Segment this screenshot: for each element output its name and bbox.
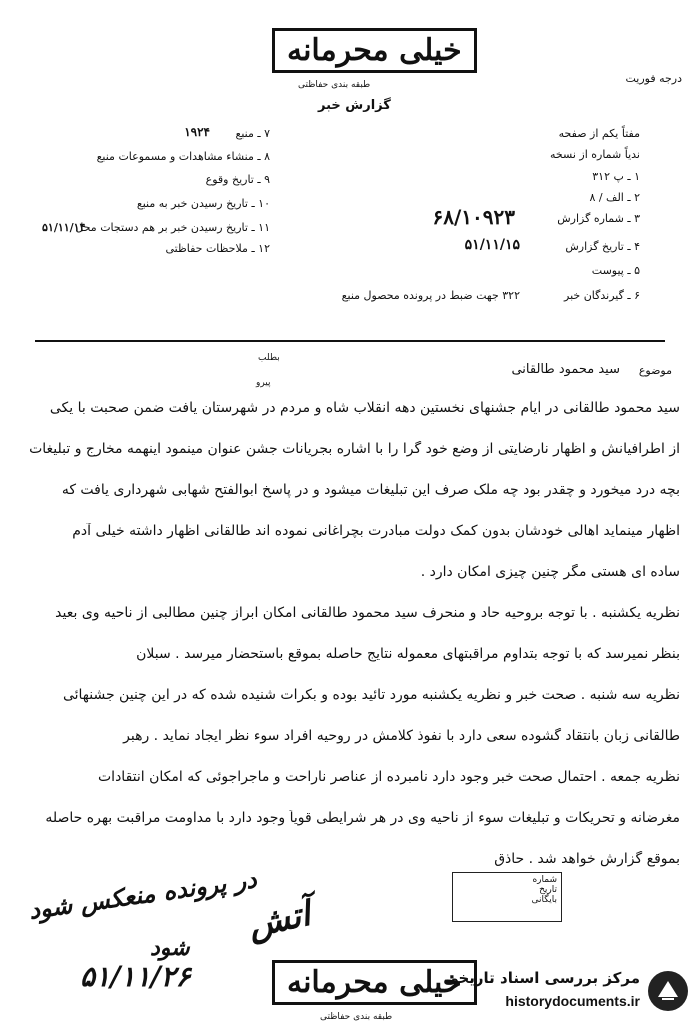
field-local-received-value: ۵۱/۱۱/۱۴ — [42, 221, 86, 234]
body-line: مغرضانه و تحریکات و تبلیغات سوء از ناحیه وی در هر شرایطی قویاً وجود دارد با مداومت مراقبت بهره حاصله — [45, 810, 680, 826]
body-line: اظهار مینماید اهالی خودشان بدون کمک دولت مبادرت بچراغانی نموده اند طالقانی اظهار داشته خیلی آدم — [72, 523, 680, 539]
classification-stamp-bottom-sub: طبقه بندی حفاظتی — [320, 1012, 393, 1022]
handwritten-date: ۵۱/۱۱/۲۶ — [80, 960, 191, 993]
subject-label: موضوع — [638, 364, 672, 377]
handwritten-note-line2: شود — [150, 935, 190, 961]
body-line: ساده ای هستی مگر چنین چیزی امکان دارد . — [420, 564, 680, 580]
field-report-date-label: ۴ ـ تاریخ گزارش — [565, 240, 640, 253]
body-line: از اطرافیانش و اظهار نارضایتی از وضع خود گرا را با اشاره بجریانات جشن عنوان مینمود اینهمه مخارج و تبلیغات — [29, 441, 680, 457]
document-title: گزارش خبر — [318, 98, 391, 113]
field-page: مفتاً یکم از صفحه — [558, 127, 640, 140]
received-stamp — [452, 872, 562, 922]
field-code-2: ۲ ـ الف / ۸ — [589, 191, 640, 204]
urgency-label: درجه فوریت — [625, 72, 682, 85]
field-recipients-value: ۳۲۲ جهت ضبط در پرونده محصول منبع — [341, 289, 520, 302]
header-divider — [35, 340, 665, 342]
received-stamp-line2: تاریخ — [539, 885, 557, 895]
body-line: بنظر نمیرسد که با توجه بتداوم مراقبتهای معموله نتایج حاصله بموقع باستحضار میرسد . سبلان — [136, 646, 680, 662]
field-report-date-value: ۵۱/۱۱/۱۵ — [464, 237, 520, 253]
field-local-received-label: ۱۱ ـ تاریخ رسیدن خبر بر هم دستجات محل — [75, 221, 270, 234]
field-origin-label: ۸ ـ منشاء مشاهدات و مسموعات منبع — [96, 150, 270, 163]
handwritten-signature: آتش — [244, 893, 314, 947]
received-stamp-line3: بایگانی — [531, 895, 557, 905]
field-copy: ندیاً شماره از نسخه — [550, 148, 640, 161]
body-line: نظریه سه شنبه . صحت خبر و نظریه یکشنبه مورد تائید بوده و بکرات شنیده شده که در این چنین جشنهائی — [62, 687, 680, 703]
body-line: طالقانی زبان بانتقاد گشوده سعی دارد با نفوذ کلامش در روحیه افراد سوء نظر ایجاد نماید . رهبر — [123, 728, 680, 744]
field-report-number-value: ۶۸/۱۰۹۲۳ — [432, 205, 515, 229]
body-line: بموقع گزارش خواهد شد . حاذق — [494, 851, 680, 867]
watermark-logo-icon — [646, 969, 690, 1013]
watermark-name: مرکز بررسی اسناد تاریخی — [443, 969, 640, 987]
body-line: نظریه یکشنبه . با توجه بروحیه حاد و منحرف سید محمود طالقانی امکان ابراز چنین مطالبی از ناحیه وی بعید — [55, 605, 680, 621]
classification-stamp-top: خیلی محرمانه — [272, 28, 477, 73]
subject-margin-note-top: بطلب — [258, 353, 280, 363]
field-source-value: ۱۹۲۴ — [184, 125, 210, 139]
watermark-url: historydocuments.ir — [505, 993, 640, 1009]
field-code-1: ۱ ـ پ ۳۱۲ — [592, 170, 640, 183]
body-line: بچه درد میخورد و چقدر بود چه ملک صرف این تبلیغات میشود و در پاسخ ابوالفتح شهابی شهرداری یافت که — [61, 482, 680, 498]
field-report-number-label: ۳ ـ شماره گزارش — [557, 212, 640, 225]
field-source-label: ۷ ـ منبع — [235, 127, 270, 140]
classification-stamp-top-sub: طبقه بندی حفاظتی — [298, 80, 371, 90]
field-received-date-label: ۱۰ ـ تاریخ رسیدن خبر به منبع — [136, 197, 270, 210]
body-line: سید محمود طالقانی در ایام جشنهای نخستین دهه انقلاب شاه و مردم در شهرستان یافت ضمن صحبت با یکی — [49, 400, 680, 416]
classification-stamp-bottom: خیلی محرمانه — [272, 960, 477, 1005]
field-recipients-label: ۶ ـ گیرندگان خبر — [564, 289, 640, 302]
handwritten-note-line1: در پرونده منعکس شود — [27, 864, 259, 925]
field-occurrence-date-label: ۹ ـ تاریخ وقوع — [205, 173, 270, 186]
watermark — [420, 965, 690, 1025]
field-attachment: ۵ ـ پیوست — [591, 264, 640, 277]
received-stamp-line1: شماره — [532, 875, 557, 885]
subject-margin-note-bottom: پیرو — [256, 378, 271, 388]
body-line: نظریه جمعه . احتمال صحت خبر وجود دارد نامبرده از عناصر ناراحت و ماجراجوئی که امکان انتقادات — [98, 769, 680, 785]
subject-text: سید محمود طالقانی — [511, 362, 620, 377]
field-security-notes-label: ۱۲ ـ ملاحظات حفاظتی — [165, 242, 270, 255]
